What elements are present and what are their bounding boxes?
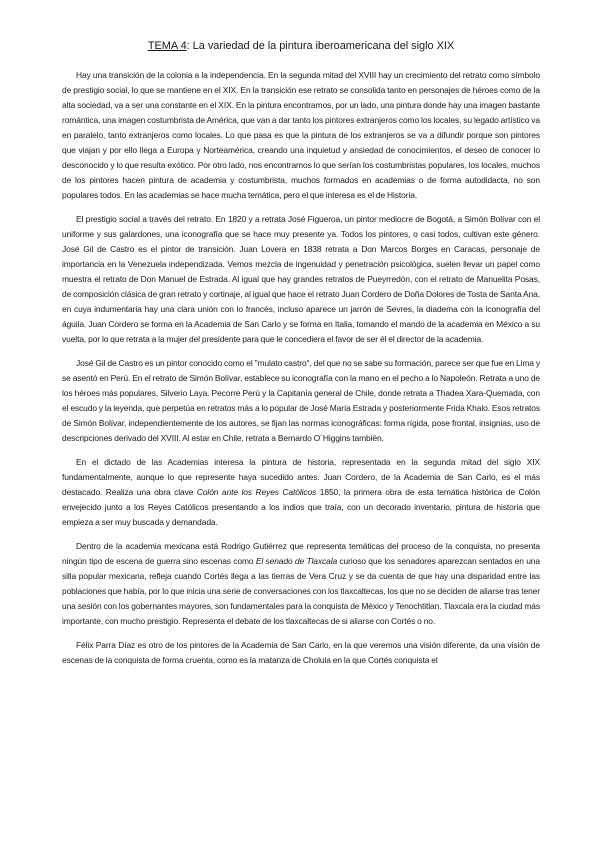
paragraph-gil-de-castro: José Gil de Castro es un pintor conocido como el "mulato castro", del que no se sabe su formación, parece ser que fue en Lima y se asentó en Perú. En el retrato de Simón Bolívar, establece su iconografía con la mano en el pecho a lo Napoleón. Retrata a uno de los héroes más populares, Silverio Laya. Pecorre Perú y la Capitanía general de Chile, donde retrata a Thadea Xara-Quemada, con el escudo y la leyenda, que perpetúa en retratos más a lo popular de José María Estrada y posteriormente Frida Khalo. Esos retratos de Simón Bolívar, independientemente de los autores, se fijan las normas iconográficas: forma rígida, pose frontal, insignias, uso de descripciones derivado del XVIII. Al estar en Chile, retrata a Bernardo O´Higgins también.: [62, 358, 540, 443]
paragraph-academias: [62, 455, 540, 530]
artwork-title-senado: El senado de Tlaxcala: [255, 556, 338, 566]
title-topic: TEMA 4: [147, 40, 187, 52]
title-text: : La variedad de la pintura iberoamericana del siglo XIX: [186, 40, 455, 52]
paragraph-gutierrez-after: curioso que los senadores aparezcan sentados en una silla popular mexicana, refleja cuando Cortés llega a las tierras de Vera Cruz y se da cuenta de que hay una disparidad entre las poblaciones que había, por lo que inicia una serie de conversaciones con los tlaxcaltecas, los que no se deciden de aliarse tras tener una sesión con los gobernantes mayores, son fundamentales para la conquista de México y Tenochtitlan. Tlaxcala era la ciudad más importante, con mucho prestigio. Representa el debate de los tlaxcaltecas de si aliarse con Cortés o no.: [62, 556, 540, 626]
document-page: [62, 40, 540, 677]
paragraph-parra: Félix Parra Díaz es otro de los pintores de la Academia de San Carlo, en la que veremos una visión diferente, da una visión de escenas de la conquista de forma cruenta, como es la matanza de Cholula en la que Cortés conquista el: [62, 640, 540, 665]
artwork-title-colon: Colón ante los Reyes Católicos: [196, 487, 317, 497]
paragraph-academias-before: En el dictado de las Academias interesa la pintura de historia, representada en la segunda mitad del siglo XIX fundamentalmente, aunque lo que represente haya sucedido antes. Juan Cordero, de la Academia de San Carlo, es el más destacado. Realiza una obra clave: [62, 457, 540, 497]
paragraph-academias-after: 1850, la primera obra de esta temática histórica de Colón envejecido junto a los Reyes Católicos presentando a los indios que traía, con un decorado inventario, pintura de historia que empieza a ser muy buscada y demandada.: [62, 487, 540, 527]
paragraph-retrato: El prestigio social a través del retrato. En 1820 y a retrata José Figueroa, un pintor mediocre de Bogotá, a Simón Bolívar con el uniforme y sus galardones, una iconografía que se hace muy presente ya. Todos los pintores, o casi todos, cultivan este género. José Gil de Castro es el pintor de transición. Juan Lovera en 1838 retrata a Don Marcos Borges en Caracas, personaje de importancia en la Venezuela independizada. Vemos mezcla de ingenuidad y penetración psicológica, suelen llevar un papel como muestra el retrato de Don Manuel de Estrada. Al igual que hay grandes retratos de Pueyrredón, con el retrato de Manuelita Posas, de composición clásica de gran retrato y cortinaje, al igual que hace el retrato Juan Cordero de Doña Dolores de Tosta de Santa Ana, en cuya indumentaria hay una clara unión con lo francés, incluso aparece un jarrón de Sevres, la diadema con la iconografía del águila. Juan Cordero se forma en la Academia de San Carlo y se forma en Italia, tomando el mando de la academia en México a su vuelta, por lo que retrata a la mujer del presidente para que le concediera el favor de ser él el director de la academia.: [62, 214, 540, 344]
paragraph-gutierrez: [62, 539, 540, 629]
paragraph-intro: Hay una transición de la colonia a la independencia. En la segunda mitad del XVIII hay un crecimiento del retrato como símbolo de prestigio social, lo que se mantiene en el XIX. En la transición ese retrato se consolida tanto en personajes de héroes como de la alta sociedad, va a ser una constante en el XIX. En la pintura encontramos, por un lado, una pintura donde hay una imagen bastante romántica, una imagen costumbrista de América, que van a dar tanto los pintores extranjeros como los locales, su legado artístico va en paralelo, tanto extranjeros como locales. Lo que pasa es que la pintura de los extranjeros se va a difundir porque son pintores que viajan y por ello llega a Europa y Norteamérica, creando una inquietud y ansiedad de conocimientos, el deseo de conocer lo desconocido y lo que resulta exótico. Por otro lado, nos encontramos lo que serían los costumbristas populares, los locales, muchos de los pintores hacen pintura de academia y costumbrista, muchos formados en academias o de forma autodidacta, no son populares todos. En las academias se hace mucha temática, pero el que interesa es el de Historia.: [62, 70, 540, 200]
paragraph-gutierrez-before: Dentro de la academia mexicana está Rodrigo Gutiérrez que representa temáticas del proceso de la conquista, no presenta ningún tipo de escena de guerra sino escenas como: [62, 541, 540, 566]
page-title: [62, 40, 540, 52]
